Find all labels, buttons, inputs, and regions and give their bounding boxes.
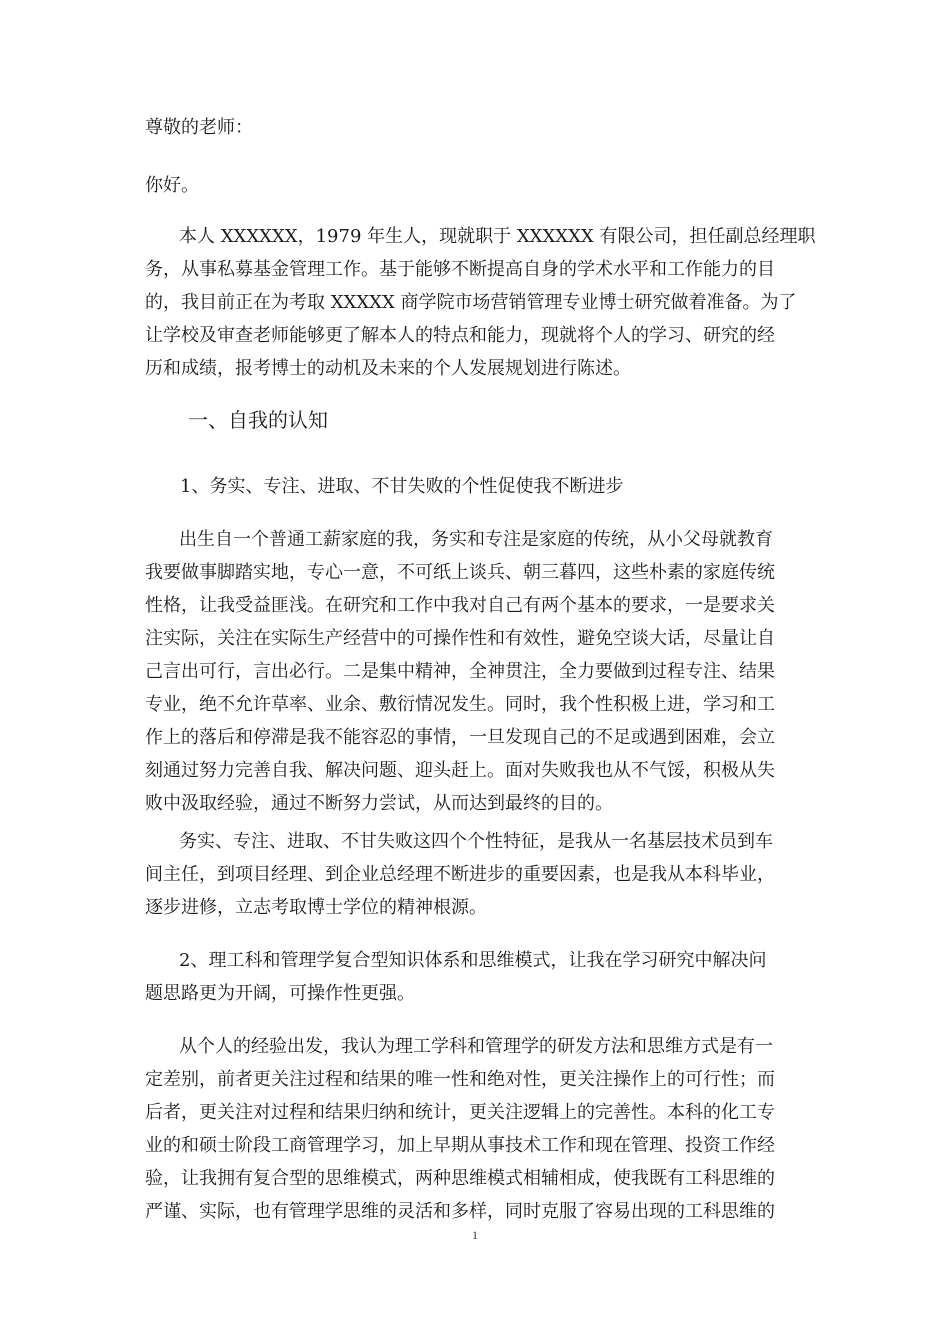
greeting: 你好。: [145, 175, 199, 196]
page-number: 1: [472, 1228, 478, 1242]
paragraph-line: 出生自一个普通工薪家庭的我，务实和专注是家庭的传统，从小父母就教育: [179, 529, 773, 550]
paragraph-line: 性格，让我受益匪浅。在研究和工作中我对自己有两个基本的要求，一是要求关: [145, 595, 775, 616]
paragraph-line: 我要做事脚踏实地，专心一意，不可纸上谈兵、朝三暮四，这些朴素的家庭传统: [145, 562, 775, 583]
paragraph-line: 严谨、实际，也有管理学思维的灵活和多样，同时克服了容易出现的工科思维的: [145, 1201, 775, 1222]
paragraph-line: 逐步进修，立志考取博士学位的精神根源。: [145, 897, 487, 918]
paragraph-line: 验，让我拥有复合型的思维模式，两种思维模式相辅相成，使我既有工科思维的: [145, 1168, 775, 1189]
paragraph-line: 历和成绩，报考博士的动机及未来的个人发展规划进行陈述。: [145, 358, 631, 379]
paragraph-line: 务，从事私募基金管理工作。基于能够不断提高自身的学术水平和工作能力的目: [145, 259, 775, 280]
paragraph-line: 定差别，前者更关注过程和结果的唯一性和绝对性，更关注操作上的可行性；而: [145, 1069, 775, 1090]
paragraph-line: 业的和硕士阶段工商管理学习，加上早期从事技术工作和现在管理、投资工作经: [145, 1135, 775, 1156]
salutation: 尊敬的老师：: [145, 117, 253, 138]
paragraph-line: 注实际，关注在实际生产经营中的可操作性和有效性，避免空谈大话，尽量让自: [145, 628, 775, 649]
paragraph-line: 专业，绝不允许草率、业余、敷衍情况发生。同时，我个性积极上进，学习和工: [145, 694, 775, 715]
paragraph-line: 2、理工科和管理学复合型知识体系和思维模式，让我在学习研究中解决问: [179, 950, 767, 971]
paragraph-line: 作上的落后和停滞是我不能容忍的事情，一旦发现自己的不足或遇到困难，会立: [145, 727, 775, 748]
paragraph-line: 间主任，到项目经理、到企业总经理不断进步的重要因素，也是我从本科毕业，: [145, 864, 775, 885]
paragraph-line: 的，我目前正在为考取 XXXXX 商学院市场营销管理专业博士研究做着准备。为了: [145, 292, 797, 313]
paragraph-line: 己言出可行，言出必行。二是集中精神，全神贯注，全力要做到过程专注、结果: [145, 661, 775, 682]
paragraph-line: 后者，更关注对过程和结果归纳和统计，更关注逻辑上的完善性。本科的化工专: [145, 1102, 775, 1123]
paragraph-line: 败中汲取经验，通过不断努力尝试，从而达到最终的目的。: [145, 793, 613, 814]
paragraph-line: 从个人的经验出发，我认为理工学科和管理学的研发方法和思维方式是有一: [179, 1036, 773, 1057]
paragraph-line: 刻通过努力完善自我、解决问题、迎头赶上。面对失败我也从不气馁，积极从失: [145, 760, 775, 781]
subsection-heading: 1、务实、专注、进取、不甘失败的个性促使我不断进步: [180, 476, 624, 497]
section-heading: 一、自我的认知: [188, 408, 328, 432]
paragraph-line: 题思路更为开阔，可操作性更强。: [145, 983, 415, 1004]
paragraph-line: 让学校及审查老师能够更了解本人的特点和能力，现就将个人的学习、研究的经: [145, 325, 775, 346]
paragraph-line: 本人 XXXXXX，1979 年生人，现就职于 XXXXXX 有限公司，担任副总经理职: [179, 226, 816, 247]
paragraph-line: 务实、专注、进取、不甘失败这四个个性特征，是我从一名基层技术员到车: [179, 831, 773, 852]
